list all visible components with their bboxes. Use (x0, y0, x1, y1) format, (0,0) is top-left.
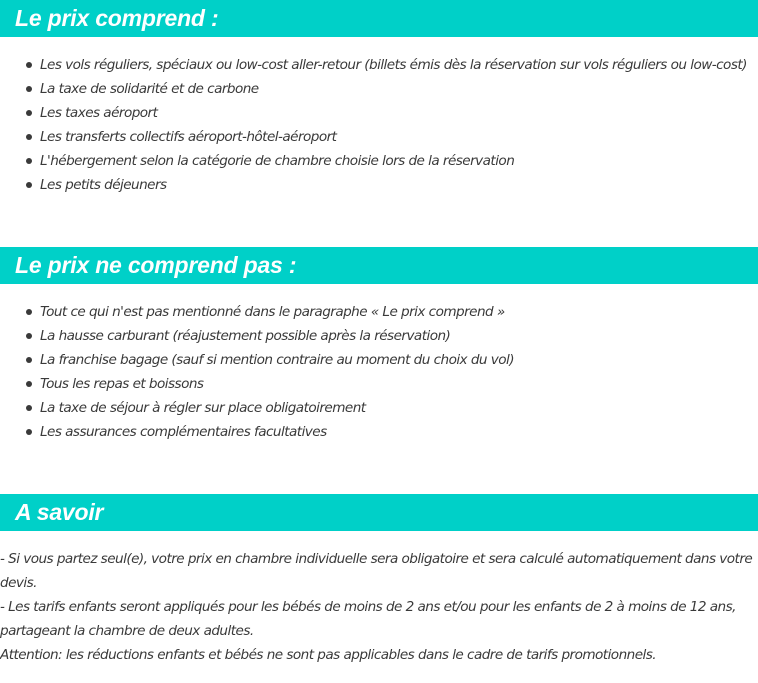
list-item (0, 396, 758, 420)
list-item (0, 149, 758, 173)
bullet-icon (26, 357, 32, 363)
bullet-icon (26, 62, 32, 68)
list-item (0, 324, 758, 348)
list-item (0, 173, 758, 197)
bullet-icon (26, 134, 32, 140)
list-item-text: Les taxes aéroport (40, 105, 158, 121)
list-item (0, 53, 758, 77)
list-item-text: Tous les repas et boissons (40, 376, 204, 392)
list-item-text: Les petits déjeuners (40, 177, 167, 193)
list-item-text: L'hébergement selon la catégorie de chambre choisie lors de la réservation (40, 153, 515, 169)
price-excludes-section (0, 247, 758, 444)
bullet-icon (26, 333, 32, 339)
to-know-header (0, 494, 758, 531)
bullet-icon (26, 381, 32, 387)
list-item-text: La franchise bagage (sauf si mention contraire au moment du choix du vol) (40, 352, 514, 368)
list-item (0, 348, 758, 372)
list-item (0, 101, 758, 125)
price-excludes-title: Le prix ne comprend pas : (15, 252, 297, 278)
price-includes-header (0, 0, 758, 37)
note-paragraph: - Les tarifs enfants seront appliqués pour les bébés de moins de 2 ans et/ou pour les enfants de 2 à moins de 12 ans, partageant la chambre de deux adultes. (0, 599, 736, 639)
list-item (0, 420, 758, 444)
list-item-text: Tout ce qui n'est pas mentionné dans le paragraphe « Le prix comprend » (40, 304, 505, 320)
to-know-title: A savoir (15, 499, 104, 525)
price-includes-section (0, 0, 758, 197)
bullet-icon (26, 182, 32, 188)
price-includes-title: Le prix comprend : (15, 5, 219, 31)
bullet-icon (26, 110, 32, 116)
price-includes-list (0, 53, 758, 197)
note-paragraph: Attention: les réductions enfants et bébés ne sont pas applicables dans le cadre de tarifs promotionnels. (0, 647, 657, 663)
bullet-icon (26, 158, 32, 164)
price-excludes-header (0, 247, 758, 284)
list-item-text: La taxe de séjour à régler sur place obligatoirement (40, 400, 366, 416)
list-item (0, 372, 758, 396)
list-item (0, 125, 758, 149)
list-item-text: Les assurances complémentaires facultatives (40, 424, 327, 440)
list-item (0, 300, 758, 324)
bullet-icon (26, 309, 32, 315)
list-item-text: La taxe de solidarité et de carbone (40, 81, 259, 97)
to-know-notes (0, 547, 758, 667)
bullet-icon (26, 429, 32, 435)
to-know-section (0, 494, 758, 667)
list-item (0, 77, 758, 101)
list-item-text: La hausse carburant (réajustement possible après la réservation) (40, 328, 451, 344)
list-item-text: Les transferts collectifs aéroport-hôtel-aéroport (40, 129, 337, 145)
price-excludes-list (0, 300, 758, 444)
bullet-icon (26, 405, 32, 411)
list-item-text: Les vols réguliers, spéciaux ou low-cost aller-retour (billets émis dès la réservation sur vols réguliers ou low-cost) (40, 57, 747, 73)
note-paragraph: - Si vous partez seul(e), votre prix en chambre individuelle sera obligatoire et sera calculé automatiquement dans votre devis. (0, 551, 753, 591)
bullet-icon (26, 86, 32, 92)
